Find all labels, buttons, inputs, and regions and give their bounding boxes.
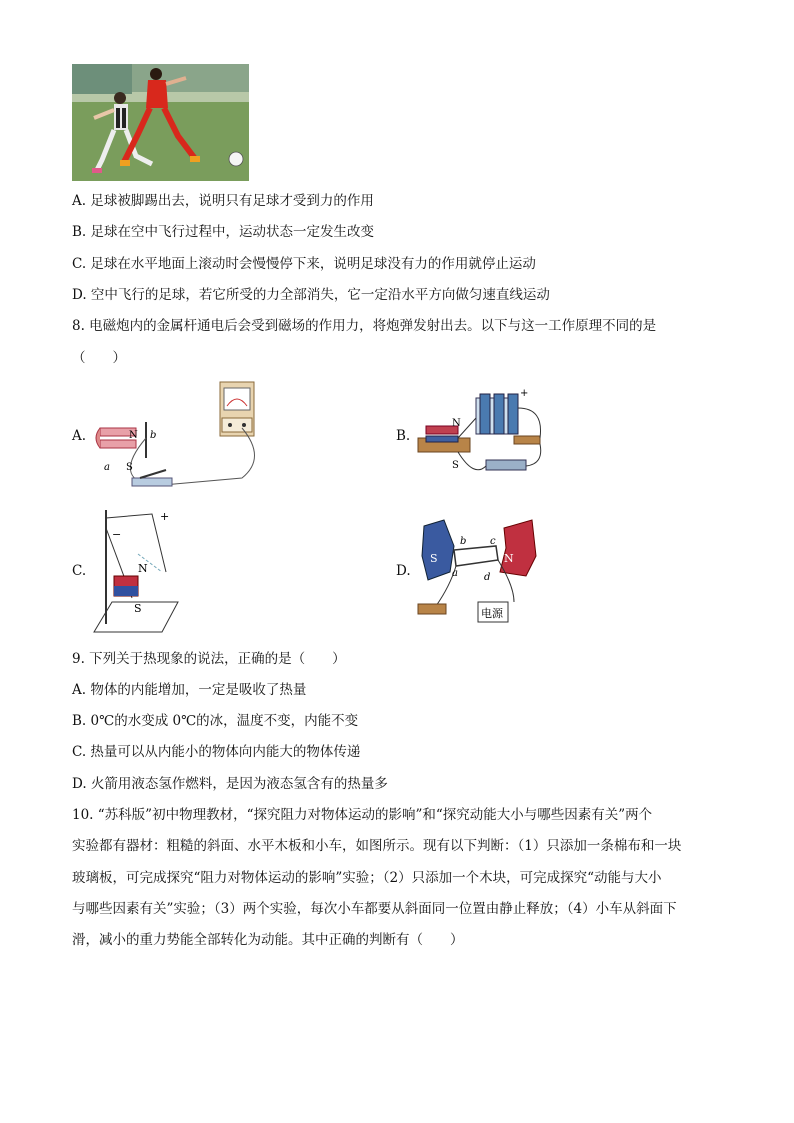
fig-b-label-s: S	[452, 460, 459, 471]
q9-option-b: B. 0℃的水变成 0℃的冰，温度不变，内能不变	[72, 713, 359, 729]
q9-option-c: C. 热量可以从内能小的物体向内能大的物体传递	[72, 744, 361, 760]
fig-b-label-n: N	[452, 418, 461, 429]
fig-a-label-s: S	[126, 462, 133, 473]
q10-line-2: 实验都有器材：粗糙的斜面、水平木板和小车，如图所示。现有以下判断：（1）只添加一条棉布和一块	[72, 838, 682, 854]
q9-stem: 9. 下列关于热现象的说法，正确的是（ ）	[72, 651, 346, 667]
q8-stem: 8. 电磁炮内的金属杆通电后会受到磁场的作用力，将炮弹发射出去。以下与这一工作原理不同的是	[72, 318, 657, 334]
q7-option-a: A. 足球被脚踢出去，说明只有足球才受到力的作用	[72, 193, 374, 209]
q8-option-b-label: B.	[396, 428, 411, 444]
fig-a-label-b: b	[150, 430, 157, 441]
q10-line-1: 10. “苏科版”初中物理教材，“探究阻力对物体运动的影响”和“探究动能大小与哪些因素有关”两个	[72, 807, 653, 823]
fig-d-label-n: N	[504, 552, 514, 565]
fig-c-label-s: S	[134, 602, 142, 615]
soccer-photo	[72, 64, 249, 181]
q8-option-a-label: A.	[72, 428, 87, 444]
q8-figure-d	[414, 516, 544, 628]
q8-figure-a	[92, 378, 262, 496]
q7-option-c: C. 足球在水平地面上滚动时会慢慢停下来，说明足球没有力的作用就停止运动	[72, 256, 536, 272]
fig-c-label-plus: +	[160, 510, 170, 523]
fig-d-label-a: a	[452, 568, 458, 579]
fig-d-label-c: c	[490, 536, 496, 547]
fig-a-label-a: a	[104, 462, 110, 473]
q10-line-4: 与哪些因素有关”实验；（3）两个实验，每次小车都要从斜面同一位置由静止释放；（4）小车从斜面下	[72, 901, 677, 917]
q8-figure-b	[414, 388, 554, 483]
q9-option-a: A. 物体的内能增加，一定是吸收了热量	[72, 682, 307, 698]
fig-c-label-minus: −	[112, 528, 122, 541]
q10-line-5: 滑，减小的重力势能全部转化为动能。其中正确的判断有（ ）	[72, 932, 464, 948]
fig-a-label-n: N	[129, 430, 138, 441]
q8-figure-c	[92, 506, 182, 634]
q8-answer-blank: （ ）	[72, 350, 126, 366]
q9-option-d: D. 火箭用液态氢作燃料，是因为液态氢含有的热量多	[72, 776, 388, 792]
fig-d-label-d: d	[484, 572, 491, 583]
fig-d-label-s: S	[430, 552, 438, 565]
fig-c-label-n: N	[138, 562, 148, 575]
q7-option-d: D. 空中飞行的足球，若它所受的力全部消失，它一定沿水平方向做匀速直线运动	[72, 287, 550, 303]
q8-option-c-label: C.	[72, 563, 87, 579]
fig-b-label-plus: +	[520, 388, 529, 399]
fig-d-label-b: b	[460, 536, 467, 547]
q10-line-3: 玻璃板，可完成探究“阻力对物体运动的影响”实验；（2）只添加一个木块，可完成探究“动能与大小	[72, 870, 662, 886]
q8-option-d-label: D.	[396, 563, 411, 579]
q7-option-b: B. 足球在空中飞行过程中，运动状态一定发生改变	[72, 224, 375, 240]
fig-d-power-label: 电源	[481, 607, 503, 620]
